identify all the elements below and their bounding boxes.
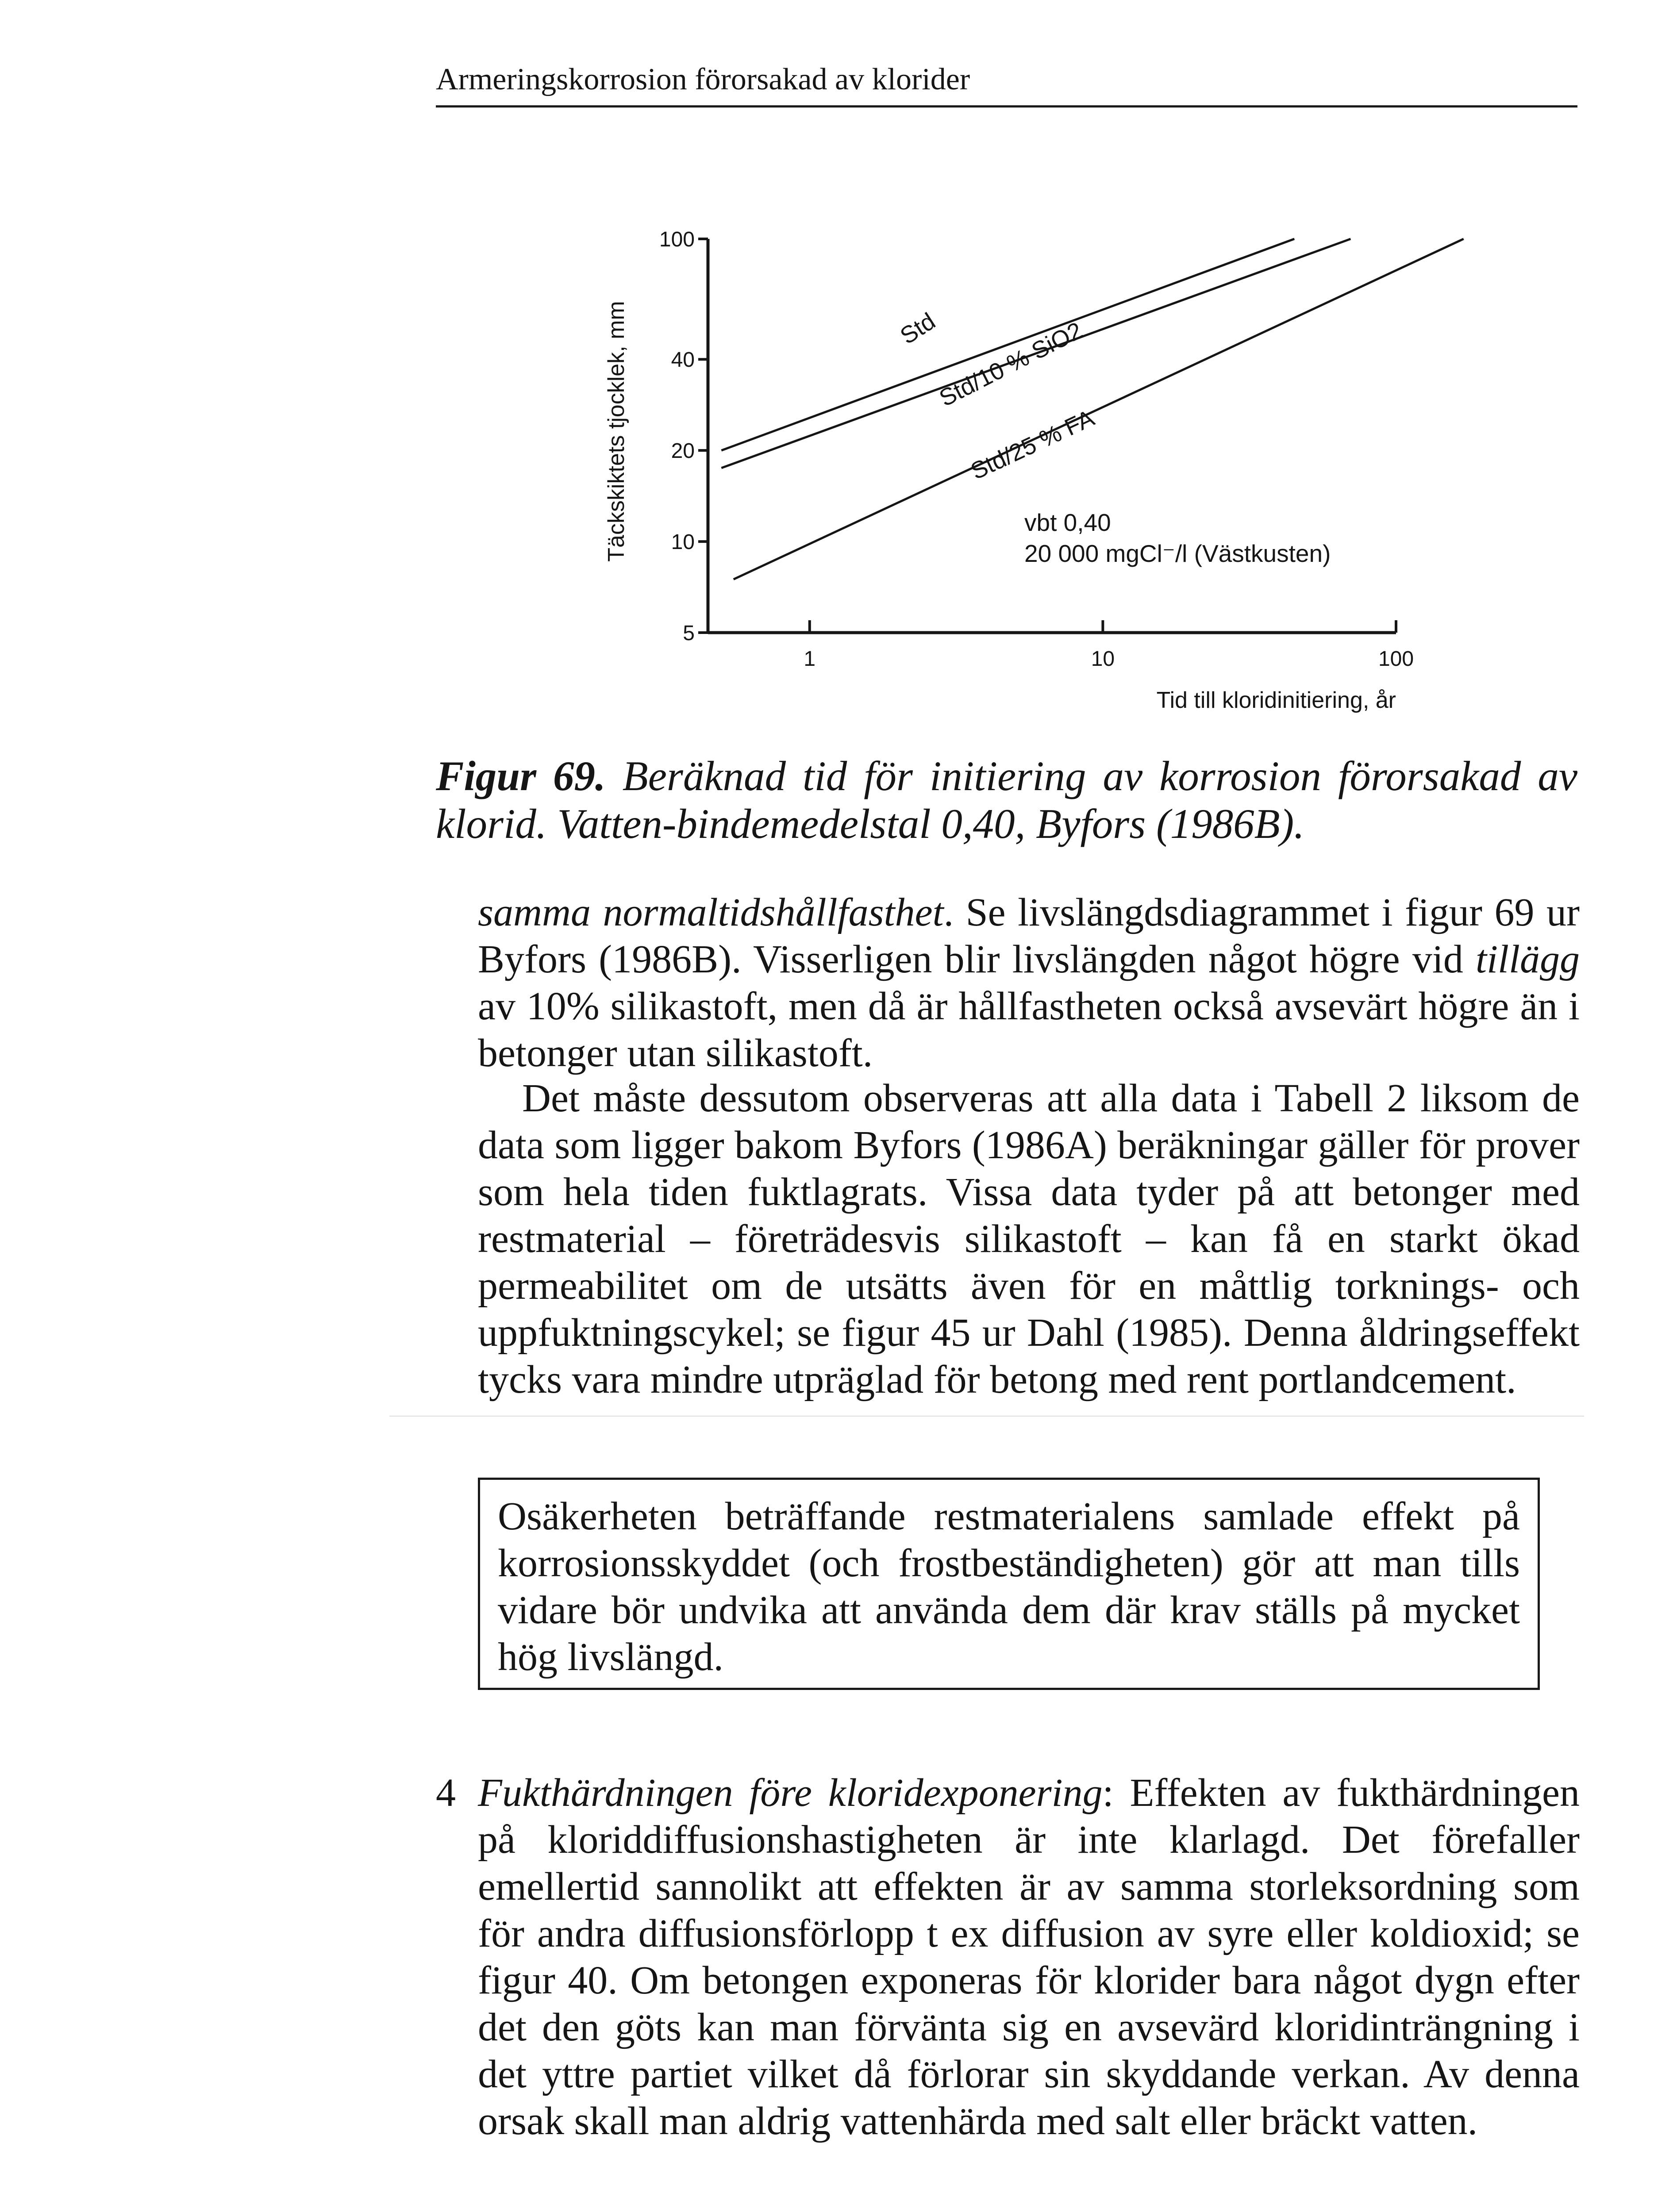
x-ticks [804, 620, 1414, 671]
series-label-std: Std [895, 307, 940, 350]
conclusion-box [478, 1478, 1540, 1690]
p1-text-a: . Se livslängdsdiagrammet i figur 69 ur Byfors (1986B). Visserligen blir livslängden något högre vid [478, 891, 1580, 981]
annotation-chloride: 20 000 mgCl⁻/l (Västkusten) [1024, 540, 1331, 567]
paragraph-1 [478, 889, 1580, 1077]
y-tick-label-3: 10 [671, 530, 695, 554]
conclusion-text: Osäkerheten beträffande restmaterialens samlade effekt på korrosionsskyddet (och frostbeständigheten) gör att man tills vidare bör undvika att använda dem där krav ställs på mycket hög livslängd. [498, 1494, 1520, 1679]
y-tick-label-4: 5 [683, 622, 695, 645]
x-axis-label: Tid till kloridinitiering, år [1156, 687, 1396, 713]
paragraph-2: Det måste dessutom observeras att alla data i Tabell 2 liksom de data som ligger bakom Byfors (1986A) beräkningar gäller för prover som hela tiden fuktlagrats. Vissa data tyder på att betonger med restmaterial – företrädesvis silikastoft – kan få en starkt ökad permeabilitet om de utsätts även för en måttlig torknings- och uppfuktningscykel; se figur 45 ur Dahl (1985). Denna åldringseffekt tycks vara mindre utpräglad för betong med rent portlandcement. [478, 1076, 1580, 1402]
list-item-text: : Effekten av fukthärdningen på kloriddiffusionshastigheten är inte klarlagd. Det förefaller emellertid sannolikt att effekten är av samma storleksordning som för andra diffusionsförlopp t ex diffusion av syre eller koldioxid; se figur 40. Om betongen exponeras för klorider bara något dygn efter det den göts kan man förvänta sig en avsevärd kloridinträngning i det yttre partiet vilket då förlorar sin skyddande verkan. Av denna orsak skall man aldrig vattenhärda med salt eller bräckt vatten. [478, 1771, 1580, 2143]
figure-69-chart [566, 221, 1487, 743]
faint-separator [389, 1416, 1584, 1417]
caption-label: Figur 69. [436, 753, 606, 799]
list-item-number: 4 [436, 1771, 456, 1815]
series-label-std-silica: Std/10 % SiO2 [935, 317, 1087, 412]
annotation-wc-ratio: vbt 0,40 [1024, 509, 1111, 536]
y-tick-label-0: 100 [659, 228, 695, 251]
y-axis-label: Täckskiktets tjocklek, mm [604, 301, 629, 562]
p1-italic-2: tillägg [1475, 937, 1580, 981]
header-rule [436, 105, 1577, 108]
series-label-std-fa: Std/25 % FA [966, 404, 1099, 485]
x-tick-label-1: 10 [1091, 647, 1115, 671]
figure-caption [436, 752, 1577, 848]
x-tick-label-0: 1 [804, 647, 816, 671]
running-header: Armeringskorrosion förorsakad av klorider [436, 62, 970, 96]
list-item-title: Fukthärdningen före kloridexponering [478, 1771, 1103, 1815]
x-tick-label-2: 100 [1378, 647, 1414, 671]
list-item-4 [436, 1770, 1580, 2145]
caption-text: Beräknad tid för initiering av korrosion förorsakad av klorid. Vatten-bindemedelstal 0,40, Byfors (1986B). [436, 753, 1577, 847]
y-tick-label-2: 20 [671, 439, 695, 463]
p1-italic: samma normaltidshållfasthet [478, 891, 944, 934]
series-line-0 [721, 239, 1294, 450]
list-item-body [478, 1770, 1580, 2145]
y-tick-label-1: 40 [671, 348, 695, 372]
y-ticks [659, 228, 708, 645]
p1-text-b: av 10% silikastoft, men då är hållfastheten också avsevärt högre än i betonger utan silikastoft. [478, 984, 1580, 1075]
